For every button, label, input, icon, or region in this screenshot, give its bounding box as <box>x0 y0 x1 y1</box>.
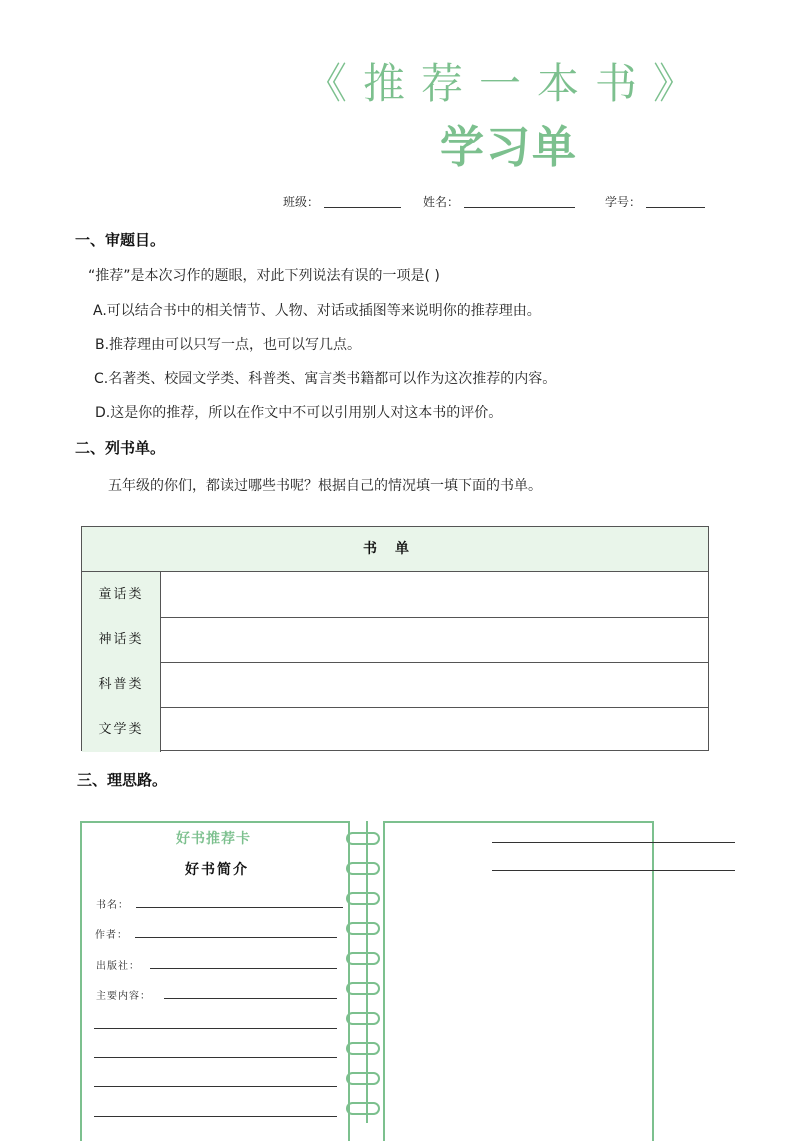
question-text: “推荐”是本次习作的题眼，对此下列说法有误的一项是( ) <box>88 268 440 284</box>
card-title: 好书推荐卡 <box>176 831 251 847</box>
table-row <box>82 662 708 708</box>
option-a: A.可以结合书中的相关情节、人物、对话或插图等来说明你的推荐理由。 <box>93 303 541 319</box>
binding-ring-icon <box>346 1072 380 1085</box>
table-row <box>82 617 708 663</box>
summary-line[interactable] <box>94 1028 337 1029</box>
field-label-publisher: 出版社： <box>96 961 140 972</box>
summary-line[interactable] <box>94 1057 337 1058</box>
name-field[interactable] <box>464 207 575 208</box>
binding-ring-icon <box>346 862 380 875</box>
field-label-title: 书名： <box>96 900 129 911</box>
section-heading-3: 三、理思路。 <box>77 771 168 789</box>
card-subtitle: 好书简介 <box>185 862 249 878</box>
category-cell: 文学类 <box>82 707 161 752</box>
category-cell: 科普类 <box>82 662 161 707</box>
binding-ring-icon <box>346 982 380 995</box>
book-list-table <box>81 526 709 751</box>
table-row <box>82 572 708 618</box>
section-heading-2: 二、列书单。 <box>75 439 166 457</box>
binding-ring-icon <box>346 1102 380 1115</box>
field-label-summary: 主要内容： <box>96 991 151 1002</box>
number-label: 学号： <box>605 195 642 209</box>
field-line-publisher[interactable] <box>150 968 337 969</box>
field-line-title[interactable] <box>136 907 343 908</box>
binding-ring-icon <box>346 892 380 905</box>
class-field[interactable] <box>324 207 401 208</box>
summary-line[interactable] <box>94 1086 337 1087</box>
category-cell: 童话类 <box>82 572 161 617</box>
field-line-author[interactable] <box>135 937 337 938</box>
recommendation-card-right <box>383 821 654 1141</box>
section2-intro: 五年级的你们，都读过哪些书呢？根据自己的情况填一填下面的书单。 <box>108 478 542 494</box>
note-line[interactable] <box>492 870 735 871</box>
binding-ring-icon <box>346 832 380 845</box>
binding-ring-icon <box>346 952 380 965</box>
class-label: 班级： <box>283 195 320 209</box>
option-c: C.名著类、校园文学类、科普类、寓言类书籍都可以作为这次推荐的内容。 <box>94 371 557 387</box>
option-d: D.这是你的推荐，所以在作文中不可以引用别人对这本书的评价。 <box>95 405 503 421</box>
category-cell: 神话类 <box>82 617 161 662</box>
section-heading-1: 一、审题目。 <box>75 231 166 249</box>
binding-ring-icon <box>346 1012 380 1025</box>
note-line[interactable] <box>492 842 735 843</box>
summary-line[interactable] <box>94 1116 337 1117</box>
field-label-author: 作者： <box>95 930 128 941</box>
page-subtitle: 学习单 <box>440 122 578 173</box>
field-line-summary[interactable] <box>164 998 337 999</box>
option-b: B.推荐理由可以只写一点，也可以写几点。 <box>95 337 362 353</box>
page-title: 《推荐一本书》 <box>305 59 712 108</box>
number-field[interactable] <box>646 207 705 208</box>
binding-ring-icon <box>346 1042 380 1055</box>
name-label: 姓名： <box>423 195 460 209</box>
table-row <box>82 707 708 752</box>
binding-ring-icon <box>346 922 380 935</box>
table-header: 书单 <box>82 527 708 572</box>
